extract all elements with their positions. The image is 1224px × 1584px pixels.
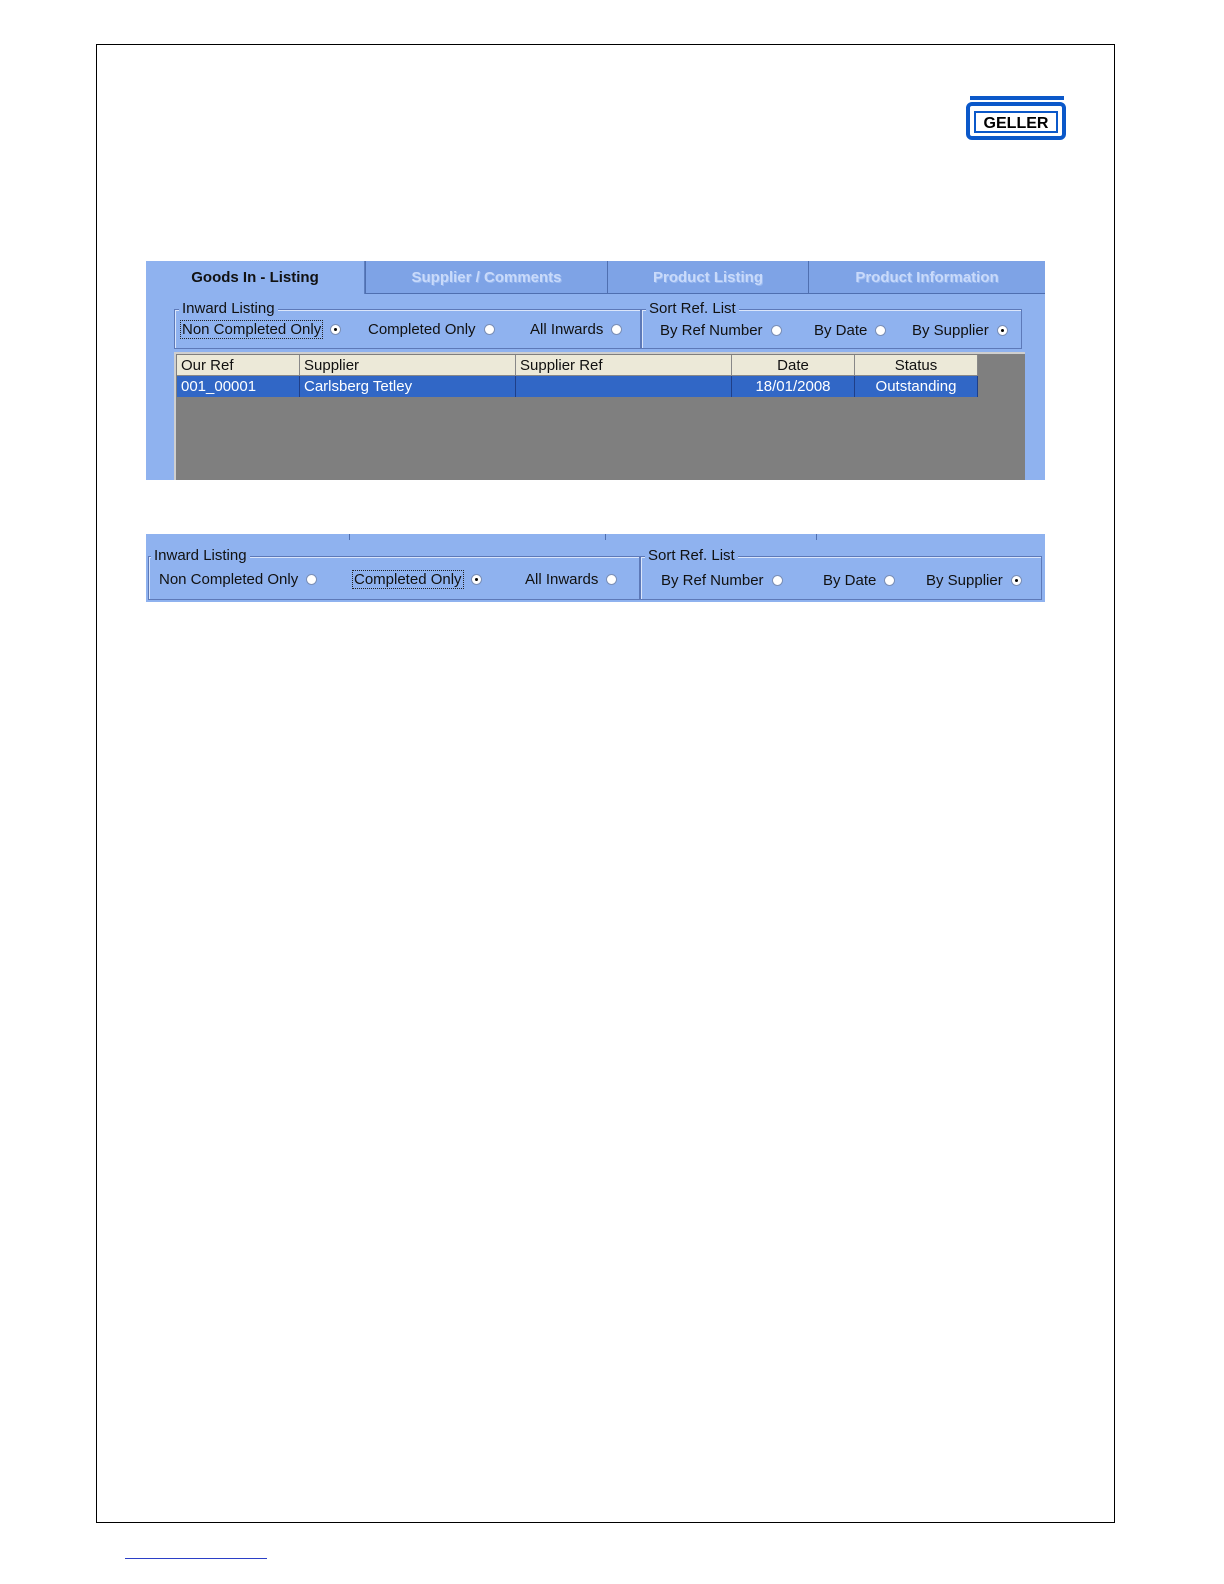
option-completed-only[interactable] [368,321,495,338]
radio-selected-icon[interactable] [997,325,1008,336]
column-header-our-ref[interactable]: Our Ref [177,355,300,376]
option-label: By Date [823,572,877,589]
radio-empty-icon[interactable] [772,575,783,586]
option-label: By Ref Number [660,322,763,339]
cell-supplier: Carlsberg Tetley [300,376,516,397]
cell-date: 18/01/2008 [732,376,855,397]
option-by-supplier[interactable] [926,572,1022,589]
option-by-date[interactable] [814,322,886,339]
inward-listing-legend: Inward Listing [179,300,278,317]
option-label: By Supplier [926,572,1003,589]
option-by-date[interactable] [823,572,895,589]
option-label: By Date [814,322,868,339]
column-header-status[interactable]: Status [855,355,978,376]
radio-selected-icon[interactable] [1011,575,1022,586]
option-label: Completed Only [354,571,462,588]
option-label: All Inwards [530,321,604,338]
cell-supplier-ref [516,376,732,397]
tab-strip [146,261,1045,294]
radio-empty-icon[interactable] [306,574,317,585]
radio-empty-icon[interactable] [771,325,782,336]
radio-selected-icon[interactable] [471,574,482,585]
option-label: Completed Only [368,321,476,338]
table-row[interactable] [177,376,978,397]
option-non-completed-only[interactable] [181,321,341,338]
radio-empty-icon[interactable] [611,324,622,335]
tab-strip-remnant [146,534,1045,540]
svg-text:GELLER: GELLER [983,115,1049,132]
tab-supplier-comments[interactable]: Supplier / Comments [365,261,607,294]
filter-options-screenshot [146,534,1045,602]
option-by-ref-number[interactable] [661,572,783,589]
option-non-completed-only[interactable] [159,571,317,588]
tab-goods-in-listing[interactable]: Goods In - Listing [146,261,365,294]
goods-in-screenshot [146,261,1045,480]
inwards-grid[interactable] [174,352,1025,480]
sort-ref-list-legend: Sort Ref. List [645,547,738,564]
option-label: Non Completed Only [182,321,322,338]
option-label: By Supplier [912,322,989,339]
radio-selected-icon[interactable] [330,324,341,335]
tab-product-information[interactable]: Product Information [808,261,1045,294]
cell-our-ref: 001_00001 [177,376,300,397]
cell-status: Outstanding [855,376,978,397]
radio-empty-icon[interactable] [875,325,886,336]
option-label: Non Completed Only [159,571,299,588]
column-header-supplier-ref[interactable]: Supplier Ref [516,355,732,376]
tab-product-listing[interactable]: Product Listing [607,261,808,294]
geller-logo [966,96,1066,140]
option-by-ref-number[interactable] [660,322,782,339]
sort-ref-list-legend: Sort Ref. List [646,300,739,317]
option-by-supplier[interactable] [912,322,1008,339]
option-completed-only[interactable] [353,571,482,588]
column-header-date[interactable]: Date [732,355,855,376]
column-header-supplier[interactable]: Supplier [300,355,516,376]
grid-header-row [177,355,978,376]
footer-rule [125,1558,267,1559]
option-all-inwards[interactable] [530,321,622,338]
radio-empty-icon[interactable] [884,575,895,586]
option-label: By Ref Number [661,572,764,589]
inward-listing-legend: Inward Listing [151,547,250,564]
option-all-inwards[interactable] [525,571,617,588]
option-label: All Inwards [525,571,599,588]
radio-empty-icon[interactable] [606,574,617,585]
radio-empty-icon[interactable] [484,324,495,335]
